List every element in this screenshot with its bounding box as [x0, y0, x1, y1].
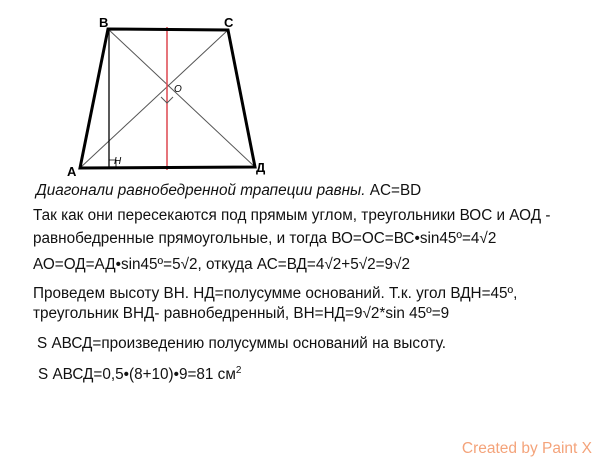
solution-line-3: равнобедренные прямоугольные, и тогда ВО=ОС=ВС•sin45º=4√2	[33, 230, 497, 247]
solution-line-8	[38, 366, 241, 384]
solution-line-6: треугольник ВНД- равнобедренный, ВН=НД=9√2*sin 45º=9	[33, 305, 450, 322]
trapezoid-diagram	[0, 0, 600, 185]
solution-line-8-sup: 2	[235, 364, 242, 376]
solution-line-4: АО=ОД=АД•sin45º=5√2, откуда АС=ВД=4√2+5√2=9√2	[33, 256, 410, 273]
vertex-label-b: B	[99, 15, 109, 30]
point-label-o: O	[174, 84, 182, 95]
solution-line-7: S АВСД=произведению полусуммы оснований на высоту.	[37, 335, 446, 352]
solution-line-8-main: S АВСД=0,5•(8+10)•9=81 см	[38, 366, 236, 383]
point-label-h: H	[114, 156, 122, 167]
solution-line-1	[36, 182, 421, 200]
solution-line-1-italic: Диагонали равнобедренной трапеции равны.	[36, 182, 366, 199]
solution-line-2: Так как они пересекаются под прямым углом, треугольники ВОС и АОД -	[33, 207, 551, 224]
vertex-label-d: Д	[256, 160, 266, 175]
solution-line-5: Проведем высоту ВН. НД=полусумме оснований. Т.к. угол ВДН=45º,	[33, 285, 518, 302]
solution-line-1-rest: AC=BD	[365, 182, 422, 199]
watermark: Created by Paint X	[461, 440, 592, 457]
vertex-label-c: C	[224, 15, 234, 30]
vertex-label-a: A	[67, 164, 77, 179]
